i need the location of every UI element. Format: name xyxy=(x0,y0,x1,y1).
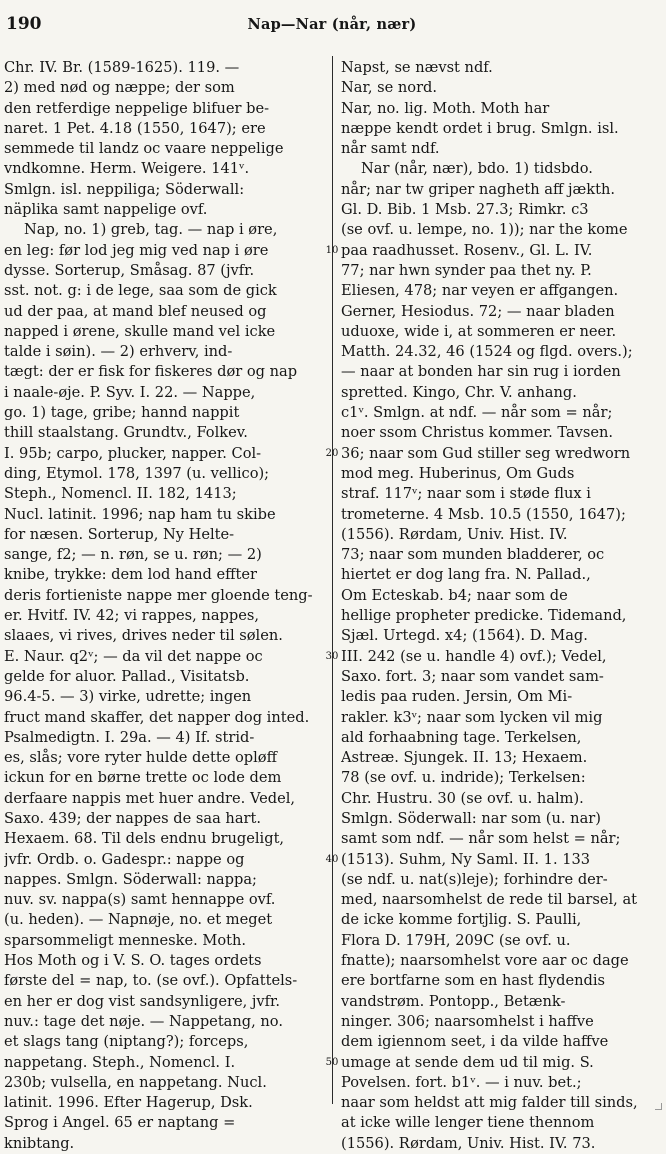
text-line: sange, f2; — n. røn, se u. røn; — 2) xyxy=(4,546,262,564)
text-line: ud der paa, at mand blef neused og xyxy=(4,302,267,320)
text-line: Eliesen, 478; nar veyen er affgangen. xyxy=(341,282,619,300)
text-line: Sprog i Angel. 65 er naptang = xyxy=(4,1114,236,1132)
text-line: Hos Moth og i V. S. O. tages ordets xyxy=(4,952,262,970)
text-line: — naar at bonden har sin rug i iorden xyxy=(341,363,621,381)
text-line: næppe kendt ordet i brug. Smlgn. isl. xyxy=(341,119,619,137)
text-line: naret. 1 Pet. 4.18 (1550, 1647); ere xyxy=(4,119,266,137)
text-line: Nar, no. lig. Moth. Moth har xyxy=(341,99,550,117)
text-line: tægt: der er fisk for fiskeres dør og nap xyxy=(4,363,298,381)
text-line: Gl. D. Bib. 1 Msb. 27.3; Rimkr. c3 xyxy=(341,201,589,219)
text-line: i naale-øje. P. Syv. I. 22. — Nappe, xyxy=(4,383,256,401)
text-line: gelde for aluor. Pallad., Visitatsb. xyxy=(4,667,250,685)
text-line: for næsen. Sorterup, Ny Helte- xyxy=(4,525,235,543)
text-line: vndkomne. Herm. Weigere. 141ᵛ. xyxy=(4,160,250,178)
text-line: ickun for en børne trette oc lode dem xyxy=(4,769,282,787)
text-line: trometerne. 4 Msb. 10.5 (1550, 1647); xyxy=(341,505,626,523)
text-line: ninger. 306; naarsomhelst i haffve xyxy=(341,1012,594,1030)
text-line: (1556). Rørdam, Univ. Hist. IV. 73. xyxy=(341,1134,596,1152)
text-line: første del = nap, to. (se ovf.). Opfattels- xyxy=(4,972,298,990)
line-number: 50 xyxy=(325,1056,339,1068)
text-line: slaaes, vi rives, drives neder til sølen. xyxy=(4,627,283,645)
text-line: at icke wille lenger tiene thennom xyxy=(341,1114,595,1132)
text-line: Flora D. 179H, 209C (se ovf. u. xyxy=(341,931,571,949)
text-line: Saxo. 439; der nappes de saa hart. xyxy=(4,809,262,827)
text-line: Hexaem. 68. Til dels endnu brugeligt, xyxy=(4,830,285,848)
text-line: Nar (når, nær), bdo. 1) tidsbdo. xyxy=(361,160,593,178)
text-line: er. Hvitf. IV. 42; vi rappes, nappes, xyxy=(4,607,259,625)
text-line: (u. heden). — Napnøje, no. et meget xyxy=(4,911,273,929)
text-line: ald forhaabning tage. Terkelsen, xyxy=(341,728,582,746)
text-line: 77; nar hwn synder paa thet ny. P. xyxy=(341,261,592,279)
text-line: 78 (se ovf. u. indride); Terkelsen: xyxy=(341,769,586,787)
text-line: 2) med nød og næppe; der som xyxy=(4,79,235,97)
text-line: III. 242 (se u. handle 4) ovf.); Vedel, xyxy=(341,647,607,665)
text-line: uduoxe, wide i, at sommeren er neer. xyxy=(341,322,617,340)
text-line: jvfr. Ordb. o. Gadespr.: nappe og xyxy=(4,850,245,868)
text-line: en leg: før lod jeg mig ved nap i øre xyxy=(4,241,269,259)
text-line: Nar, se nord. xyxy=(341,79,438,97)
corner-mark xyxy=(655,1103,662,1110)
text-line: Chr. Hustru. 30 (se ovf. u. halm). xyxy=(341,789,584,807)
text-line: 230b; vulsella, en nappetang. Nucl. xyxy=(4,1073,267,1091)
text-line: Smlgn. Söderwall: nar som (u. nar) xyxy=(341,809,601,827)
text-line: 96.4-5. — 3) virke, udrette; ingen xyxy=(4,688,252,706)
text-line: noer ssom Christus kommer. Tavsen. xyxy=(341,424,614,442)
line-number: 30 xyxy=(325,650,339,662)
text-line: ere bortfarne som en hast flydendis xyxy=(341,972,605,990)
text-line: når samt ndf. xyxy=(341,140,440,158)
text-line: et slags tang (niptang?); forceps, xyxy=(4,1033,249,1051)
text-line: hiertet er dog lang fra. N. Pallad., xyxy=(341,566,591,584)
line-number: 40 xyxy=(325,853,339,865)
running-head: Nap—Nar (når, nær) xyxy=(247,16,417,33)
text-line: (1556). Rørdam, Univ. Hist. IV. xyxy=(341,525,568,543)
text-line: latinit. 1996. Efter Hagerup, Dsk. xyxy=(4,1094,253,1112)
text-line: Sjæl. Urtegd. x4; (1564). D. Mag. xyxy=(341,627,588,645)
text-line: ledis paa ruden. Jersin, Om Mi- xyxy=(341,688,573,706)
text-line: dem igiennom seet, i da vilde haffve xyxy=(341,1033,609,1051)
line-number: 10 xyxy=(325,244,339,256)
text-line: (se ovf. u. lempe, no. 1)); nar the kome xyxy=(341,221,628,239)
text-line: sparsommeligt menneske. Moth. xyxy=(4,931,247,949)
text-line: semmede til landz oc vaare neppelige xyxy=(4,140,284,158)
text-line: (se ndf. u. nat(s)leje); forhindre der- xyxy=(341,870,608,888)
text-line: Napst, se nævst ndf. xyxy=(341,59,493,76)
text-line: Astreæ. Sjungek. II. 13; Hexaem. xyxy=(341,749,588,767)
line-number: 20 xyxy=(325,447,339,459)
text-line: Smlgn. isl. neppiliga; Söderwall: xyxy=(4,180,245,198)
right-column xyxy=(341,58,657,1154)
page-header xyxy=(6,14,658,38)
text-line: mod meg. Huberinus, Om Guds xyxy=(341,464,575,482)
text-line: dysse. Sorterup, Småsag. 87 (jvfr. xyxy=(4,261,255,279)
text-line: spretted. Kingo, Chr. V. anhang. xyxy=(341,383,577,401)
text-line: Psalmedigtn. I. 29a. — 4) If. strid- xyxy=(4,728,255,746)
text-line: vandstrøm. Pontopp., Betænk- xyxy=(341,992,566,1010)
text-line: med, naarsomhelst de rede til barsel, at xyxy=(341,891,638,909)
text-line: fruct mand skaffer, det napper dog inted. xyxy=(4,708,310,726)
text-line: nuv.: tage det nøje. — Nappetang, no. xyxy=(4,1012,283,1030)
text-line: deris fortieniste nappe mer gloende teng- xyxy=(4,586,313,604)
text-line: napped i ørene, skulle mand vel icke xyxy=(4,322,276,340)
text-line: c1ᵛ. Smlgn. at ndf. — når som = når; xyxy=(341,404,613,422)
text-line: Om Ecteskab. b4; naar som de xyxy=(341,586,568,604)
text-line: talde i søin). — 2) erhverv, ind- xyxy=(4,343,233,361)
page-number: 190 xyxy=(6,14,42,34)
left-column xyxy=(4,58,322,1154)
text-line: Matth. 24.32, 46 (1524 og flgd. overs.); xyxy=(341,343,633,361)
text-line: Povelsen. fort. b1ᵛ. — i nuv. bet.; xyxy=(341,1073,582,1091)
text-line: de icke komme fortjlig. S. Paulli, xyxy=(341,911,582,929)
text-line: straf. 117ᵛ; naar som i støde flux i xyxy=(341,485,591,503)
text-line: 36; naar som Gud stiller seg wredworn xyxy=(341,444,631,462)
text-line: es, slås; vore ryter hulde dette opløff xyxy=(4,749,277,767)
text-line: E. Naur. q2ᵛ; — da vil det nappe oc xyxy=(4,647,263,665)
text-line: go. 1) tage, gribe; hannd nappit xyxy=(4,404,240,422)
text-line: naar som heldst att mig falder till sinds, xyxy=(341,1094,638,1112)
text-line: Chr. IV. Br. (1589-1625). 119. — xyxy=(4,59,240,76)
text-line: paa raadhusset. Rosenv., Gl. L. IV. xyxy=(341,241,593,259)
text-line: hellige propheter predicke. Tidemand, xyxy=(341,607,627,625)
text-line: når; nar tw griper nagheth aff jækth. xyxy=(341,180,615,198)
text-line: I. 95b; carpo, plucker, napper. Col- xyxy=(4,444,262,462)
text-line: samt som ndf. — når som helst = når; xyxy=(341,830,621,848)
text-line: knibe, trykke: dem lod hand effter xyxy=(4,566,257,584)
text-line: Gerner, Hesiodus. 72; — naar bladen xyxy=(341,302,615,320)
text-line: den retferdige neppelige blifuer be- xyxy=(4,99,270,117)
text-line: en her er dog vist sandsynligere, jvfr. xyxy=(4,992,281,1010)
text-line: Nap, no. 1) greb, tag. — nap i øre, xyxy=(24,221,278,239)
text-line: Steph., Nomencl. II. 182, 1413; xyxy=(4,485,237,503)
text-line: rakler. k3ᵛ; naar som lycken vil mig xyxy=(341,708,603,726)
text-line: 73; naar som munden bladderer, oc xyxy=(341,546,605,564)
text-line: nuv. sv. nappa(s) samt hennappe ovf. xyxy=(4,891,276,909)
text-line: ding, Etymol. 178, 1397 (u. vellico); xyxy=(4,464,270,482)
text-line: näplika samt nappelige ovf. xyxy=(4,201,208,219)
text-line: derfaare nappis met huer andre. Vedel, xyxy=(4,789,296,807)
text-line: Nucl. latinit. 1996; nap ham tu skibe xyxy=(4,505,276,523)
text-line: sst. not. g: i de lege, saa som de gick xyxy=(4,282,277,300)
text-line: Saxo. fort. 3; naar som vandet sam- xyxy=(341,667,604,685)
text-line: nappetang. Steph., Nomencl. I. xyxy=(4,1053,236,1071)
text-line: nappes. Smlgn. Söderwall: nappa; xyxy=(4,870,257,888)
text-line: fnatte); naarsomhelst vore aar oc dage xyxy=(341,952,629,970)
text-line: umage at sende dem ud til mig. S. xyxy=(341,1053,594,1071)
text-line: (1513). Suhm, Ny Saml. II. 1. 133 xyxy=(341,850,591,868)
column-divider xyxy=(332,56,333,1104)
text-line: thill staalstang. Grundtv., Folkev. xyxy=(4,424,248,442)
text-line: knibtang. xyxy=(4,1134,75,1152)
